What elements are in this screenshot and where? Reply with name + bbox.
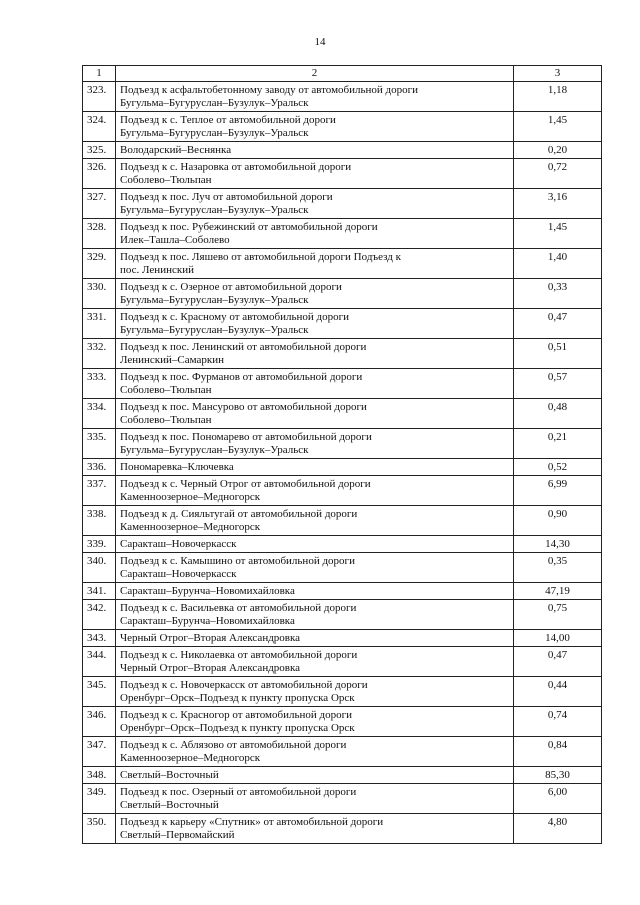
- road-name-line: Подъезд к пос. Фурманов от автомобильной дороги: [120, 371, 363, 383]
- road-name: [116, 707, 514, 737]
- road-name-line: Подъезд к с. Новочеркасск от автомобильной дороги: [120, 679, 368, 691]
- row-number: 326.: [83, 159, 116, 189]
- road-name-line: Бугульма–Бугуруслан–Бузулук–Уральск: [120, 204, 309, 216]
- road-name-line: Соболево–Тюльпан: [120, 414, 212, 426]
- table-row: [83, 600, 602, 630]
- page-number: 14: [314, 36, 326, 48]
- row-number: 349.: [83, 784, 116, 814]
- road-name-line: Светлый–Первомайский: [120, 829, 235, 841]
- road-name: [116, 249, 514, 279]
- road-name-line: Соболево–Тюльпан: [120, 174, 212, 186]
- road-name-line: Подъезд к с. Камышино от автомобильной дороги: [120, 555, 355, 567]
- road-name: [116, 767, 514, 784]
- table-row: [83, 82, 602, 112]
- road-name-line: Черный Отрог–Вторая Александровка: [120, 632, 301, 644]
- road-length: 0,57: [514, 369, 602, 399]
- road-name: [116, 553, 514, 583]
- road-name-line: Подъезд к пос. Ленинский от автомобильной дороги: [120, 341, 367, 353]
- road-name-line: Светлый–Восточный: [120, 769, 219, 781]
- road-name: [116, 429, 514, 459]
- header-col-2: 2: [116, 66, 514, 82]
- road-length: 14,00: [514, 630, 602, 647]
- road-length: 1,18: [514, 82, 602, 112]
- road-name-line: Бугульма–Бугуруслан–Бузулук–Уральск: [120, 127, 309, 139]
- road-length: 0,90: [514, 506, 602, 536]
- road-name: [116, 506, 514, 536]
- road-length: 0,51: [514, 339, 602, 369]
- row-number: 347.: [83, 737, 116, 767]
- road-name: [116, 600, 514, 630]
- table-row: [83, 339, 602, 369]
- table-row: [83, 309, 602, 339]
- table-row: [83, 159, 602, 189]
- road-name: [116, 476, 514, 506]
- header-row: [83, 66, 602, 82]
- road-name-line: Подъезд к карьеру «Спутник» от автомобильной дороги: [120, 816, 384, 828]
- road-name: [116, 583, 514, 600]
- table-row: [83, 249, 602, 279]
- road-name-line: Бугульма–Бугуруслан–Бузулук–Уральск: [120, 97, 309, 109]
- road-name: [116, 279, 514, 309]
- table-row: [83, 369, 602, 399]
- road-name-line: Каменноозерное–Медногорск: [120, 752, 261, 764]
- table-row: [83, 279, 602, 309]
- road-name-line: Оренбург–Орск–Подъезд к пункту пропуска Орск: [120, 722, 355, 734]
- row-number: 350.: [83, 814, 116, 844]
- table-row: [83, 399, 602, 429]
- road-name-line: Светлый–Восточный: [120, 799, 219, 811]
- road-name: [116, 159, 514, 189]
- table-row: [83, 189, 602, 219]
- table-row: [83, 677, 602, 707]
- table-row: [83, 583, 602, 600]
- road-name-line: Подъезд к пос. Рубежинский от автомобильной дороги: [120, 221, 378, 233]
- road-name: [116, 536, 514, 553]
- road-name-line: Каменноозерное–Медногорск: [120, 491, 261, 503]
- table-row: [83, 553, 602, 583]
- road-length: 1,45: [514, 219, 602, 249]
- road-length: 4,80: [514, 814, 602, 844]
- road-name-line: Подъезд к с. Аблязово от автомобильной дороги: [120, 739, 347, 751]
- row-number: 343.: [83, 630, 116, 647]
- table-row: [83, 219, 602, 249]
- road-name-line: Подъезд к с. Озерное от автомобильной дороги: [120, 281, 342, 293]
- road-length: 0,84: [514, 737, 602, 767]
- road-name: [116, 142, 514, 159]
- row-number: 335.: [83, 429, 116, 459]
- road-name-line: Бугульма–Бугуруслан–Бузулук–Уральск: [120, 294, 309, 306]
- road-name-line: Подъезд к пос. Пономарево от автомобильной дороги: [120, 431, 372, 443]
- road-name-line: Подъезд к д. Сияльтугай от автомобильной дороги: [120, 508, 358, 520]
- road-name-line: Илек–Ташла–Соболево: [120, 234, 230, 246]
- table-row: [83, 112, 602, 142]
- table-row: [83, 506, 602, 536]
- road-name-line: Бугульма–Бугуруслан–Бузулук–Уральск: [120, 324, 309, 336]
- road-length: 0,44: [514, 677, 602, 707]
- row-number: 323.: [83, 82, 116, 112]
- row-number: 346.: [83, 707, 116, 737]
- road-name: [116, 814, 514, 844]
- row-number: 330.: [83, 279, 116, 309]
- road-name-line: Ленинский–Самаркин: [120, 354, 225, 366]
- road-name: [116, 784, 514, 814]
- road-name-line: Подъезд к пос. Луч от автомобильной дороги: [120, 191, 333, 203]
- road-name: [116, 219, 514, 249]
- road-length: 0,35: [514, 553, 602, 583]
- table-row: [83, 784, 602, 814]
- roads-table: [82, 65, 602, 844]
- road-name-line: Каменноозерное–Медногорск: [120, 521, 261, 533]
- row-number: 342.: [83, 600, 116, 630]
- road-name-line: Подъезд к пос. Мансурово от автомобильной дороги: [120, 401, 367, 413]
- road-name: [116, 630, 514, 647]
- table-row: [83, 429, 602, 459]
- road-name-line: Подъезд к с. Назаровка от автомобильной дороги: [120, 161, 352, 173]
- road-name-line: Володарский–Веснянка: [120, 144, 232, 156]
- row-number: 329.: [83, 249, 116, 279]
- table-row: [83, 476, 602, 506]
- road-length: 0,48: [514, 399, 602, 429]
- road-name-line: Подъезд к с. Красному от автомобильной дороги: [120, 311, 350, 323]
- row-number: 348.: [83, 767, 116, 784]
- table-row: [83, 459, 602, 476]
- row-number: 341.: [83, 583, 116, 600]
- road-length: 6,99: [514, 476, 602, 506]
- road-name-line: Черный Отрог–Вторая Александровка: [120, 662, 301, 674]
- road-length: 0,47: [514, 309, 602, 339]
- row-number: 340.: [83, 553, 116, 583]
- road-length: 1,45: [514, 112, 602, 142]
- row-number: 325.: [83, 142, 116, 159]
- road-name: [116, 647, 514, 677]
- row-number: 332.: [83, 339, 116, 369]
- road-name: [116, 339, 514, 369]
- header-col-1: 1: [83, 66, 116, 82]
- road-name-line: Подъезд к пос. Озерный от автомобильной дороги: [120, 786, 357, 798]
- road-name: [116, 677, 514, 707]
- road-length: 0,21: [514, 429, 602, 459]
- row-number: 345.: [83, 677, 116, 707]
- table-row: [83, 647, 602, 677]
- road-length: 0,75: [514, 600, 602, 630]
- road-name-line: Подъезд к асфальтобетонному заводу от автомобильной дороги: [120, 84, 419, 96]
- road-name-line: Оренбург–Орск–Подъезд к пункту пропуска Орск: [120, 692, 355, 704]
- road-name: [116, 112, 514, 142]
- road-name: [116, 189, 514, 219]
- table-body: [83, 66, 602, 844]
- road-name-line: Саракташ–Бурунча–Новомихайловка: [120, 615, 295, 627]
- road-name-line: пос. Ленинский: [120, 264, 194, 276]
- road-name-line: Подъезд к с. Красногор от автомобильной дороги: [120, 709, 353, 721]
- road-name: [116, 459, 514, 476]
- road-name-line: Пономаревка–Ключевка: [120, 461, 234, 473]
- table-row: [83, 707, 602, 737]
- road-length: 0,74: [514, 707, 602, 737]
- road-name-line: Соболево–Тюльпан: [120, 384, 212, 396]
- table-row: [83, 536, 602, 553]
- road-name-line: Саракташ–Новочеркасск: [120, 568, 237, 580]
- header-col-3: 3: [514, 66, 602, 82]
- road-name-line: Подъезд к пос. Ляшево от автомобильной дороги Подъезд к: [120, 251, 401, 263]
- row-number: 336.: [83, 459, 116, 476]
- road-name-line: Подъезд к с. Николаевка от автомобильной дороги: [120, 649, 358, 661]
- road-length: 0,20: [514, 142, 602, 159]
- row-number: 328.: [83, 219, 116, 249]
- road-length: 1,40: [514, 249, 602, 279]
- road-name-line: Подъезд к с. Черный Отрог от автомобильной дороги: [120, 478, 371, 490]
- road-name: [116, 82, 514, 112]
- row-number: 333.: [83, 369, 116, 399]
- row-number: 331.: [83, 309, 116, 339]
- table-row: [83, 737, 602, 767]
- road-name-line: Бугульма–Бугуруслан–Бузулук–Уральск: [120, 444, 309, 456]
- row-number: 339.: [83, 536, 116, 553]
- row-number: 334.: [83, 399, 116, 429]
- road-length: 6,00: [514, 784, 602, 814]
- table-row: [83, 814, 602, 844]
- road-name: [116, 399, 514, 429]
- table-row: [83, 142, 602, 159]
- row-number: 338.: [83, 506, 116, 536]
- road-name-line: Подъезд к с. Теплое от автомобильной дороги: [120, 114, 336, 126]
- road-name-line: Подъезд к с. Васильевка от автомобильной дороги: [120, 602, 357, 614]
- row-number: 344.: [83, 647, 116, 677]
- table-row: [83, 767, 602, 784]
- road-name-line: Саракташ–Новочеркасск: [120, 538, 237, 550]
- road-length: 85,30: [514, 767, 602, 784]
- road-name: [116, 309, 514, 339]
- road-length: 3,16: [514, 189, 602, 219]
- road-name-line: Саракташ–Бурунча–Новомихайловка: [120, 585, 295, 597]
- table-row: [83, 630, 602, 647]
- road-length: 0,47: [514, 647, 602, 677]
- road-name: [116, 737, 514, 767]
- road-length: 0,33: [514, 279, 602, 309]
- road-name: [116, 369, 514, 399]
- road-length: 47,19: [514, 583, 602, 600]
- road-length: 0,52: [514, 459, 602, 476]
- road-length: 14,30: [514, 536, 602, 553]
- row-number: 324.: [83, 112, 116, 142]
- row-number: 327.: [83, 189, 116, 219]
- row-number: 337.: [83, 476, 116, 506]
- road-length: 0,72: [514, 159, 602, 189]
